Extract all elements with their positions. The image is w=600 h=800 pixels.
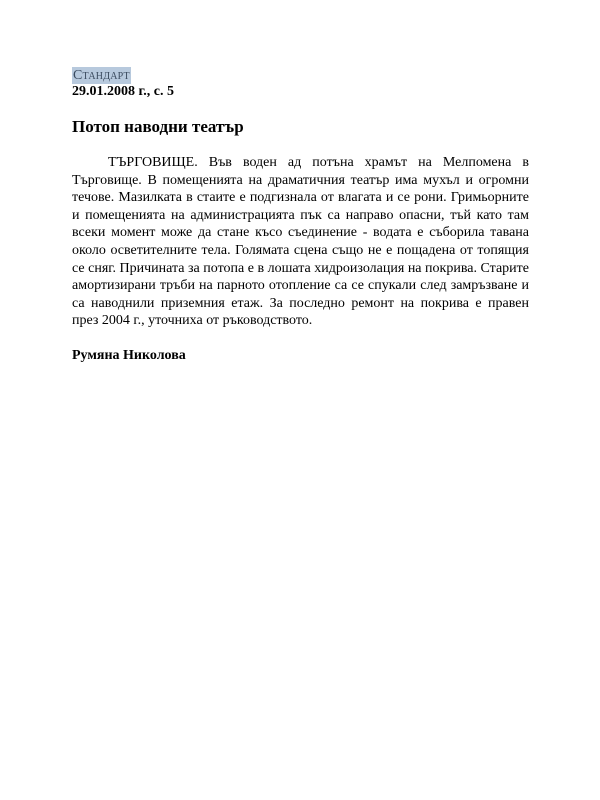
article-author: Румяна Николова xyxy=(72,347,186,363)
article-title: Потоп наводни театър xyxy=(72,117,244,136)
publication-date-page: 29.01.2008 г., с. 5 xyxy=(72,84,174,99)
source-header xyxy=(72,66,529,84)
source-name-highlighted: Стандарт xyxy=(73,68,130,83)
article-body: ТЪРГОВИЩЕ. Във воден ад потъна храмът на Мелпомена в Търговище. В помещенията на драматичния театър има мухъл и огромни течове. Мазилката в стаите е подгизнала от влагата и се рони. Гримьорните и помещенията на администрацията пък са направо опасни, тъй като там всеки момент може да стане късо съединение - водата е съборила тавана около осветителните тела. Голямата сцена също не е пощадена от топящия се сняг. Причината за потопа е в лошата хидроизолация на покрива. Старите амортизирани тръби на парното отопление са се спукали след замръзване и са наводнили приземния етаж. За последно ремонт на покрива е правен през 2004 г., уточниха от ръководството. xyxy=(72,155,529,329)
document-page xyxy=(72,66,529,364)
